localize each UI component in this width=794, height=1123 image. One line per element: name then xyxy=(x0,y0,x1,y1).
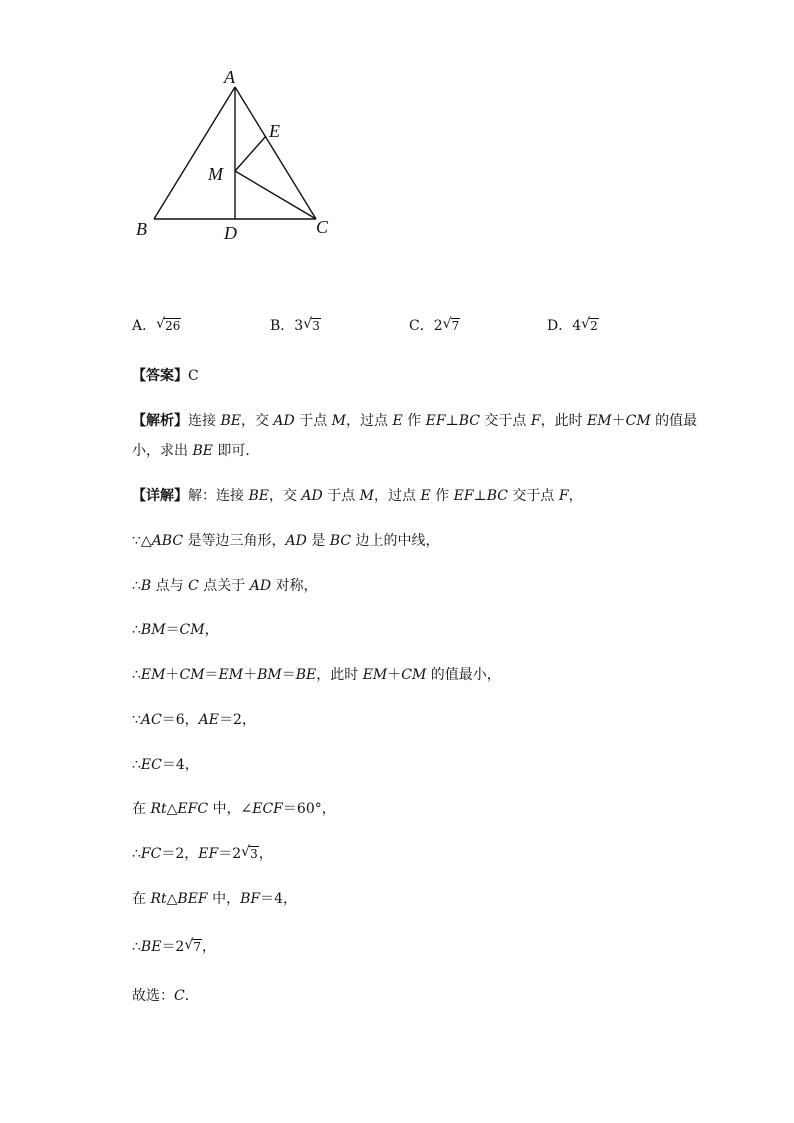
text: △ xyxy=(166,891,178,907)
math: BE xyxy=(248,488,269,504)
math: BM xyxy=(140,622,166,638)
detail-line-10 xyxy=(132,889,297,909)
math: F xyxy=(530,413,541,429)
text: ＝4， xyxy=(161,757,199,773)
math: BE xyxy=(192,443,213,459)
text: ＝ xyxy=(281,667,296,683)
text: ＝ xyxy=(204,667,219,683)
sqrt-7-detail xyxy=(185,937,202,957)
sqrt-3-detail xyxy=(242,844,259,864)
text: ，交 xyxy=(240,413,274,429)
math: EC xyxy=(140,757,162,773)
text: ∴ xyxy=(132,622,141,638)
math: M xyxy=(331,413,347,429)
math: M xyxy=(359,488,375,504)
option-c-radicand: 7 xyxy=(451,319,460,333)
text: 在 xyxy=(132,801,151,817)
text: ∴ xyxy=(132,667,141,683)
text: ∵△ xyxy=(132,533,152,549)
math: FC xyxy=(140,846,162,862)
text: 中，∠ xyxy=(208,801,253,817)
text: 是等边三角形， xyxy=(183,533,286,549)
text: 中， xyxy=(207,891,241,907)
detail-line-6 xyxy=(132,710,256,730)
label-e: E xyxy=(269,121,280,141)
text: ＝2， xyxy=(219,712,256,728)
text: 交于点 xyxy=(479,413,531,429)
math: BM xyxy=(257,667,282,683)
detail-line-1 xyxy=(132,486,583,506)
math: BF xyxy=(240,891,261,907)
text: 于点 xyxy=(322,488,360,504)
text: 故选： xyxy=(132,988,174,1004)
math: BE xyxy=(295,667,317,683)
triangle-figure xyxy=(128,62,348,244)
math: EF xyxy=(198,846,219,862)
text: ，过点 xyxy=(346,413,393,429)
text: 即可． xyxy=(212,443,260,459)
text: 对称， xyxy=(271,578,318,594)
text: ，此时 xyxy=(540,413,588,429)
text: ，过点 xyxy=(374,488,421,504)
math: AC xyxy=(140,712,162,728)
text: ∴ xyxy=(132,939,141,955)
sqrt-3 xyxy=(304,316,321,336)
label-c: C xyxy=(316,217,329,237)
text: 作 xyxy=(430,488,454,504)
text: ＝4， xyxy=(260,891,298,907)
math: Rt xyxy=(150,891,167,907)
text: ， xyxy=(204,622,219,638)
text: △ xyxy=(166,801,178,817)
text: ∵ xyxy=(132,712,141,728)
option-b xyxy=(270,316,321,336)
text: ＝2， xyxy=(161,846,199,862)
math: AD xyxy=(249,578,272,594)
math: CM xyxy=(179,667,205,683)
text: ＋ xyxy=(387,667,402,683)
side-ab xyxy=(154,87,235,219)
analysis-line-2 xyxy=(132,441,259,461)
text: 点与 xyxy=(151,578,189,594)
option-a xyxy=(132,316,181,336)
option-c-label: C． xyxy=(409,318,434,334)
math: F xyxy=(558,488,569,504)
math: BE xyxy=(220,413,241,429)
math: BC xyxy=(329,533,352,549)
math: ECF xyxy=(252,801,283,817)
text: ＝2 xyxy=(161,939,185,955)
radicand: 3 xyxy=(250,847,258,861)
math: EM xyxy=(140,667,166,683)
text: 作 xyxy=(402,413,426,429)
detail-line-12 xyxy=(132,986,199,1006)
math: EF⊥BC xyxy=(453,488,508,504)
text: 小，求出 xyxy=(132,443,193,459)
math: C xyxy=(174,988,185,1004)
segment-em xyxy=(235,136,266,171)
math: EF⊥BC xyxy=(425,413,480,429)
text: ∴ xyxy=(132,578,141,594)
text: ，此时 xyxy=(316,667,363,683)
math: AE xyxy=(198,712,220,728)
math: C xyxy=(188,578,199,594)
sqrt-2 xyxy=(582,316,599,336)
text: 的值最 xyxy=(650,413,698,429)
math: ABC xyxy=(151,533,184,549)
option-c xyxy=(409,316,460,336)
option-a-label: A． xyxy=(132,318,157,334)
label-b: B xyxy=(136,219,147,239)
math: BEF xyxy=(177,891,208,907)
option-b-coef: 3 xyxy=(294,318,304,334)
segment-mc xyxy=(235,171,316,219)
math: Rt xyxy=(150,801,167,817)
text: ＝6， xyxy=(161,712,199,728)
detail-line-11 xyxy=(132,937,216,957)
detail-line-3 xyxy=(132,576,318,596)
text: 于点 xyxy=(294,413,332,429)
option-d xyxy=(547,316,599,336)
text: ＋ xyxy=(165,667,180,683)
option-d-radicand: 2 xyxy=(590,319,598,333)
sqrt-26 xyxy=(157,316,181,336)
math: CM xyxy=(401,667,427,683)
text: ， xyxy=(202,939,216,955)
text: ，交 xyxy=(268,488,302,504)
math: B xyxy=(140,578,152,594)
text: 边上的中线， xyxy=(351,533,440,549)
option-b-radicand: 3 xyxy=(312,319,320,333)
option-d-label: D． xyxy=(547,318,573,334)
text: 连接 xyxy=(188,413,221,429)
option-c-coef: 2 xyxy=(433,318,443,334)
math: E xyxy=(420,488,431,504)
text: 在 xyxy=(132,891,151,907)
label-a: A xyxy=(224,67,235,87)
detail-line-2 xyxy=(132,531,439,551)
detail-line-8 xyxy=(132,799,336,819)
sqrt-7 xyxy=(444,316,461,336)
text: ， xyxy=(568,488,583,504)
answer-tag: 【答案】 xyxy=(132,368,188,384)
text: ． xyxy=(184,988,199,1004)
math: CM xyxy=(625,413,651,429)
text: ＝2 xyxy=(218,846,242,862)
text: 解：连接 xyxy=(188,488,249,504)
math: BE xyxy=(140,939,162,955)
side-ac xyxy=(235,87,316,219)
answer-line xyxy=(132,366,199,386)
text: ， xyxy=(258,846,273,862)
text: ＋ xyxy=(611,413,626,429)
math: EM xyxy=(587,413,612,429)
answer-value: C xyxy=(188,368,199,384)
text: ＝ xyxy=(165,622,180,638)
text: ＋ xyxy=(243,667,258,683)
option-b-label: B． xyxy=(270,318,295,334)
text: ∴ xyxy=(132,846,141,862)
text: 是 xyxy=(306,533,330,549)
text: ∴ xyxy=(132,757,141,773)
math: EM xyxy=(218,667,244,683)
detail-tag: 【详解】 xyxy=(132,488,188,504)
label-m: M xyxy=(208,164,223,184)
option-d-coef: 4 xyxy=(572,318,582,334)
detail-line-9 xyxy=(132,844,273,864)
label-d: D xyxy=(224,223,237,243)
analysis-line-1 xyxy=(132,411,697,431)
math: AD xyxy=(285,533,307,549)
detail-line-5 xyxy=(132,665,501,685)
text: 交于点 xyxy=(507,488,559,504)
text: 点关于 xyxy=(198,578,250,594)
math: E xyxy=(392,413,403,429)
math: AD xyxy=(273,413,295,429)
radicand: 7 xyxy=(193,940,201,954)
math: EFC xyxy=(177,801,209,817)
text: 的值最小， xyxy=(426,667,501,683)
option-a-radicand: 26 xyxy=(165,319,181,333)
math: EM xyxy=(362,667,388,683)
math: CM xyxy=(179,622,205,638)
math: AD xyxy=(301,488,323,504)
detail-line-4 xyxy=(132,620,219,640)
detail-line-7 xyxy=(132,755,199,775)
text: ＝60°， xyxy=(282,801,336,817)
analysis-tag: 【解析】 xyxy=(132,413,188,429)
